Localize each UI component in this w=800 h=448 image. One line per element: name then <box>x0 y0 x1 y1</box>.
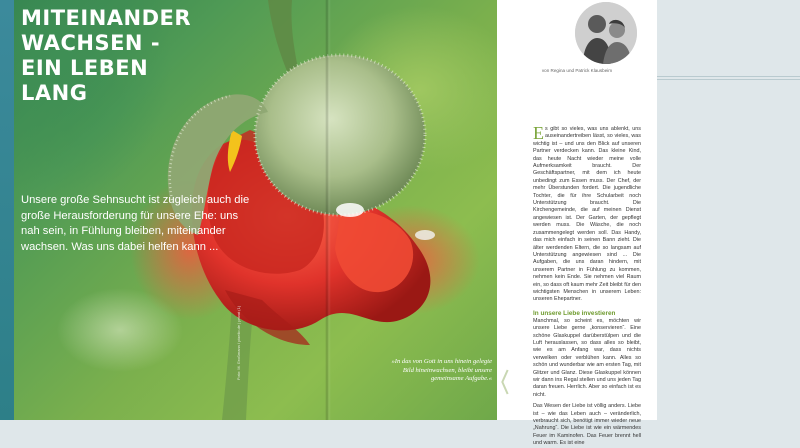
section-subhead: In unsere Liebe investieren <box>533 309 616 317</box>
photo-credit: Foto: M. Großmann / pixelio.de | privat (1) <box>236 305 241 380</box>
paragraph-1-text: s gibt so vieles, was uns ablenkt, uns auseinandertreiben lässt, so vieles, was wichtig ist – und uns den Blick auf unseren Partner verdecken kann. Das kleine Kind, das heute Nacht wieder meine volle Aufmerksamkeit braucht. Der Geschäftspartner, mit dem ich heute unbedingt zum Essen muss. Der Chef, der mehr Überstunden fordert. Die jugendliche Tochter, die für ihre Schularbeit noch Unterstützung braucht. Die Kirchengemeinde, die auf meinen Dienst angewiesen ist. Der Garten, der gepflegt werden muss. Die Wäsche, die noch zusammengelegt werden soll. Das Handy, das mich einfach in seinen Bann zieht. Die älter werdenden Eltern, die so langsam auf Unterstützung angewiesen sind ... Die Aufgaben, die uns daran hindern, mit unserem Partner in Fühlung zu kommen, nehmen kein Ende. Sie nehmen viel Raum ein, so dass oft kaum mehr Zeit bleibt für den wichtigsten Menschen in unserem Leben: unseren Ehepartner. <box>533 126 641 303</box>
background-margin <box>657 0 800 420</box>
article-text-page <box>497 0 657 447</box>
chevron-left-icon <box>501 352 509 412</box>
decorative-line <box>657 76 800 77</box>
page-gutter-fold <box>325 0 331 420</box>
article-intro: Unsere große Sehnsucht ist zugleich auch die große Herausforderung für unsere Ehe: uns nah sein, in Fühlung bleiben, miteinander wachsen. Was uns dabei helfen kann ... <box>21 194 250 253</box>
decorative-line <box>657 79 800 80</box>
author-avatar <box>575 2 637 64</box>
body-paragraph-1 <box>533 123 641 304</box>
body-paragraph-2: Manchmal, so scheint es, möchten wir unsere Liebe gerne „konservieren“. Eine schöne Glaskuppel darüberstülpen und die Luft herauslassen, so dass alles so bleibt, wie es am Anfang war, dass nichts verwelken oder verblühen kann. Alles so schön und wunderbar wie am ersten Tag, mit Glitzer und Glanz. Diese Glaskuppel können wir dann ins Regal stellen und uns jeden Tag daran freuen. Herrlich. Aber so einfach ist es nicht. <box>533 317 641 398</box>
body-paragraph-3: Das Wesen der Liebe ist völlig anders. Liebe ist – wie das Leben auch – veränderlich, verbraucht sich, benötigt immer wieder neue „Nahrung“. Die Liebe ist wie ein wärmendes Feuer im Kaminofen. Das Feuer brennt hell und warm. Es ist eine <box>533 403 641 447</box>
drop-cap: E <box>533 123 544 143</box>
article-body-column <box>533 123 641 448</box>
author-byline: von Regina und Patrick Klausbeim <box>541 68 613 73</box>
article-headline: MITEINANDER WACHSEN - EIN LEBEN LANG <box>21 6 192 105</box>
pull-quote-caption: »In das von Gott in uns hinein gelegte Bild hineinwachsen, bleibt unsere gemeinsame Aufgabe.« <box>391 358 492 383</box>
